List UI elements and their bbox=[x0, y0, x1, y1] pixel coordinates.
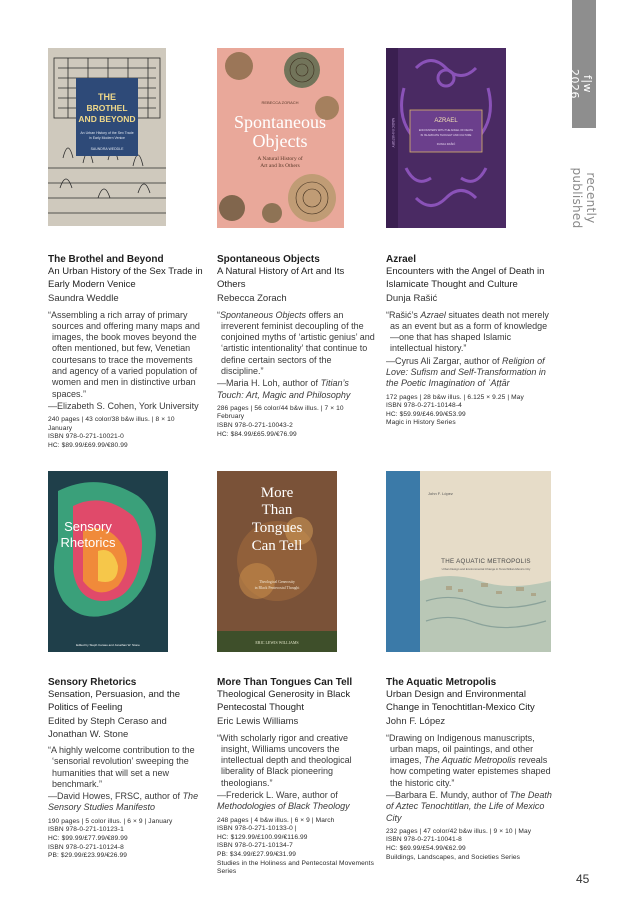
book-meta: 240 pages | 43 color/38 b&w illus. | 8 × 10 January ISBN 978-0-271-10021-0 HC: $89.99/£69.99/€80.99 bbox=[48, 416, 175, 449]
book-author: Dunja Rašić bbox=[386, 293, 438, 304]
book-blurb: “Drawing on Indigenous manuscripts, urban maps, oil paintings, and other images, The Aquatic Metropolis reveals how competing water epistemes shaped the historic city.” bbox=[386, 732, 551, 788]
svg-text:Sensory: Sensory bbox=[64, 519, 112, 534]
book-meta: 248 pages | 4 b&w illus. | 6 × 9 | March ISBN 978-0-271-10133-0 | HC: $129.99/£100.99/€116.99 ISBN 978-0-271-10134-7 PB: $34.99/£27.99/€31.99 Studies in the Holiness and Pentecostal Movements Series bbox=[217, 816, 375, 876]
section-label: recently published bbox=[570, 167, 598, 229]
book-author: Edited by Steph Ceraso and Jonathan W. Stone bbox=[48, 716, 167, 740]
blurb-attribution: —Maria H. Loh, author of Titian’s Touch: Art, Magic and Philosophy bbox=[217, 378, 351, 400]
svg-text:Than: Than bbox=[261, 502, 293, 518]
svg-text:Art and Its Others: Art and Its Others bbox=[260, 163, 300, 169]
book-meta: 232 pages | 47 color/42 b&w illus. | 9 × 10 | May ISBN 978-0-271-10041-8 HC: $69.99/£54.99/€62.99 Buildings, Landscapes, and Societies Series bbox=[386, 827, 532, 861]
svg-text:A Natural History of: A Natural History of bbox=[257, 156, 303, 162]
book-cover-aquatic[interactable] bbox=[386, 471, 551, 652]
svg-text:MAGIC IN HISTORY: MAGIC IN HISTORY bbox=[391, 118, 395, 148]
book-entry bbox=[217, 676, 377, 877]
book-title[interactable]: Spontaneous Objects bbox=[217, 254, 320, 265]
book-entry bbox=[386, 676, 552, 862]
book-entry bbox=[48, 676, 206, 861]
book-author: Eric Lewis Williams bbox=[217, 716, 299, 727]
book-blurb: “Rašić’s Azrael situates death not merely as an event but as a form of knowledge—one that has shaped Islamic intellectual history.” bbox=[386, 309, 549, 354]
book-subtitle: Urban Design and Environmental Change in Tenochtitlan-Mexico City bbox=[386, 689, 535, 713]
book-subtitle: Sensation, Persuasion, and the Politics of Feeling bbox=[48, 689, 181, 713]
book-title[interactable]: The Aquatic Metropolis bbox=[386, 677, 497, 688]
svg-text:Urban Design and Environmental: Urban Design and Environmental Change in Tenochtitlan-Mexico City bbox=[441, 567, 531, 571]
book-cover-spontaneous[interactable] bbox=[217, 48, 344, 228]
blurb-attribution: —Elizabeth S. Cohen, York University bbox=[48, 400, 199, 411]
svg-text:AND BEYOND: AND BEYOND bbox=[78, 114, 136, 124]
svg-text:DUNJA RAŠIĆ: DUNJA RAŠIĆ bbox=[436, 142, 456, 146]
book-cover-brothel[interactable] bbox=[48, 48, 166, 226]
svg-text:An Urban History of the Sex Tr: An Urban History of the Sex Trade bbox=[80, 131, 134, 135]
book-cover-tongues[interactable] bbox=[217, 471, 337, 652]
book-title[interactable]: More Than Tongues Can Tell bbox=[217, 677, 353, 688]
svg-text:in Early Modern Venice: in Early Modern Venice bbox=[89, 136, 125, 140]
svg-text:in Black Pentecostal Thought: in Black Pentecostal Thought bbox=[254, 586, 300, 590]
map-cover-art bbox=[386, 471, 551, 652]
page-number: 45 bbox=[576, 872, 590, 886]
svg-text:Spontaneous: Spontaneous bbox=[234, 112, 326, 132]
book-blurb: “A highly welcome contribution to the ‘sensorial revolution’ sweeping the humanities that will set a new benchmark.” bbox=[48, 745, 195, 789]
blurb-attribution: —Frederick L. Ware, author of Methodologies of Black Theology bbox=[217, 789, 350, 812]
svg-text:ERIC LEWIS WILLIAMS: ERIC LEWIS WILLIAMS bbox=[255, 640, 299, 645]
svg-text:IN ISLAMICATE THOUGHT AND CULT: IN ISLAMICATE THOUGHT AND CULTURE bbox=[420, 134, 472, 137]
blurb-attribution: —Barbara E. Mundy, author of The Death of Aztec Tenochtitlan, the Life of Mexico City bbox=[386, 789, 552, 823]
cover-title-line-1: THE bbox=[98, 92, 116, 102]
blurb-attribution: —David Howes, FRSC, author of The Sensory Studies Manifesto bbox=[48, 791, 199, 813]
engraving-cover-art bbox=[48, 48, 166, 226]
svg-text:Rhetorics: Rhetorics bbox=[60, 535, 116, 550]
purple-pattern-cover-art bbox=[386, 48, 506, 228]
book-subtitle: An Urban History of the Sex Trade in Early Modern Venice bbox=[48, 266, 203, 290]
book-title[interactable]: The Brothel and Beyond bbox=[48, 254, 164, 265]
svg-text:Can Tell: Can Tell bbox=[251, 538, 303, 554]
book-entry bbox=[48, 253, 206, 451]
book-author: Saundra Weddle bbox=[48, 293, 119, 304]
book-blurb: “Spontaneous Objects offers an irreverent feminist decoupling of the conjoined myths of ‘artistic genius’ and ‘artistic intentionality’ that continue to define certain sectors of the discipline.” bbox=[217, 309, 375, 376]
book-author: John F. López bbox=[386, 716, 446, 727]
painting-cover-art bbox=[217, 471, 337, 652]
svg-text:John F. López: John F. López bbox=[428, 491, 453, 496]
svg-text:ENCOUNTERS WITH THE ANGEL OF D: ENCOUNTERS WITH THE ANGEL OF DEATH bbox=[418, 129, 474, 132]
book-cover-sensory[interactable] bbox=[48, 471, 168, 652]
book-author: Rebecca Zorach bbox=[217, 293, 287, 304]
abstract-color-cover-art bbox=[48, 471, 168, 652]
book-cover-azrael[interactable] bbox=[386, 48, 506, 228]
svg-text:AZRAEL: AZRAEL bbox=[434, 118, 458, 124]
svg-text:Tongues: Tongues bbox=[251, 520, 303, 536]
book-title[interactable]: Azrael bbox=[386, 254, 417, 265]
svg-text:More: More bbox=[260, 485, 294, 501]
book-subtitle: A Natural History of Art and Its Others bbox=[217, 266, 345, 290]
svg-text:SAUNDRA WEDDLE: SAUNDRA WEDDLE bbox=[90, 147, 124, 151]
svg-text:BROTHEL: BROTHEL bbox=[86, 103, 128, 113]
svg-text:REBECCA ZORACH: REBECCA ZORACH bbox=[261, 100, 299, 105]
book-entry bbox=[217, 253, 375, 439]
blurb-attribution: —Cyrus Ali Zargar, author of Religion of Love: Sufism and Self-Transformation in the Poetic Imagination of ʿAṭṭār bbox=[386, 355, 546, 389]
book-subtitle: Theological Generosity in Black Pentecostal Thought bbox=[217, 689, 351, 713]
shell-cover-art bbox=[217, 48, 344, 228]
book-meta: 172 pages | 28 b&w illus. | 6.125 × 9.25 | May ISBN 978-0-271-10148-4 HC: $59.99/£46.99/€53.99 Magic in History Series bbox=[386, 393, 524, 427]
svg-text:Edited by Steph Ceraso and Jon: Edited by Steph Ceraso and Jonathan W. Stone bbox=[76, 643, 140, 647]
book-blurb: “With scholarly rigor and creative insight, Williams uncovers the intellectual depth and theological liberality of Black pioneering theologians.” bbox=[217, 732, 352, 788]
book-title[interactable]: Sensory Rhetorics bbox=[48, 677, 137, 688]
book-subtitle: Encounters with the Angel of Death in Islamicate Thought and Culture bbox=[386, 266, 545, 290]
season-label: f|w 2026 bbox=[568, 69, 594, 99]
svg-text:Objects: Objects bbox=[252, 131, 308, 151]
book-meta: 190 pages | 5 color illus. | 6 × 9 | January ISBN 978-0-271-10123-1 HC: $99.99/£77.99/€89.99 ISBN 978-0-271-10124-8 PB: $29.99/£23.99/€26.99 bbox=[48, 817, 173, 860]
svg-text:Theological Generosity: Theological Generosity bbox=[259, 580, 295, 584]
book-meta: 286 pages | 56 color/44 b&w illus. | 7 × 10 February ISBN 978-0-271-10043-2 HC: $84.99/£65.99/€76.99 bbox=[217, 404, 344, 438]
svg-text:THE AQUATIC METROPOLIS: THE AQUATIC METROPOLIS bbox=[441, 558, 531, 565]
book-entry bbox=[386, 253, 552, 428]
book-blurb: “Assembling a rich array of primary sources and offering many maps and images, the book moves beyond the often mentioned, but few, Venetian courtesans to trace the movements and agency of a varied population of women and men in distinctive urban spaces.” bbox=[48, 309, 200, 399]
